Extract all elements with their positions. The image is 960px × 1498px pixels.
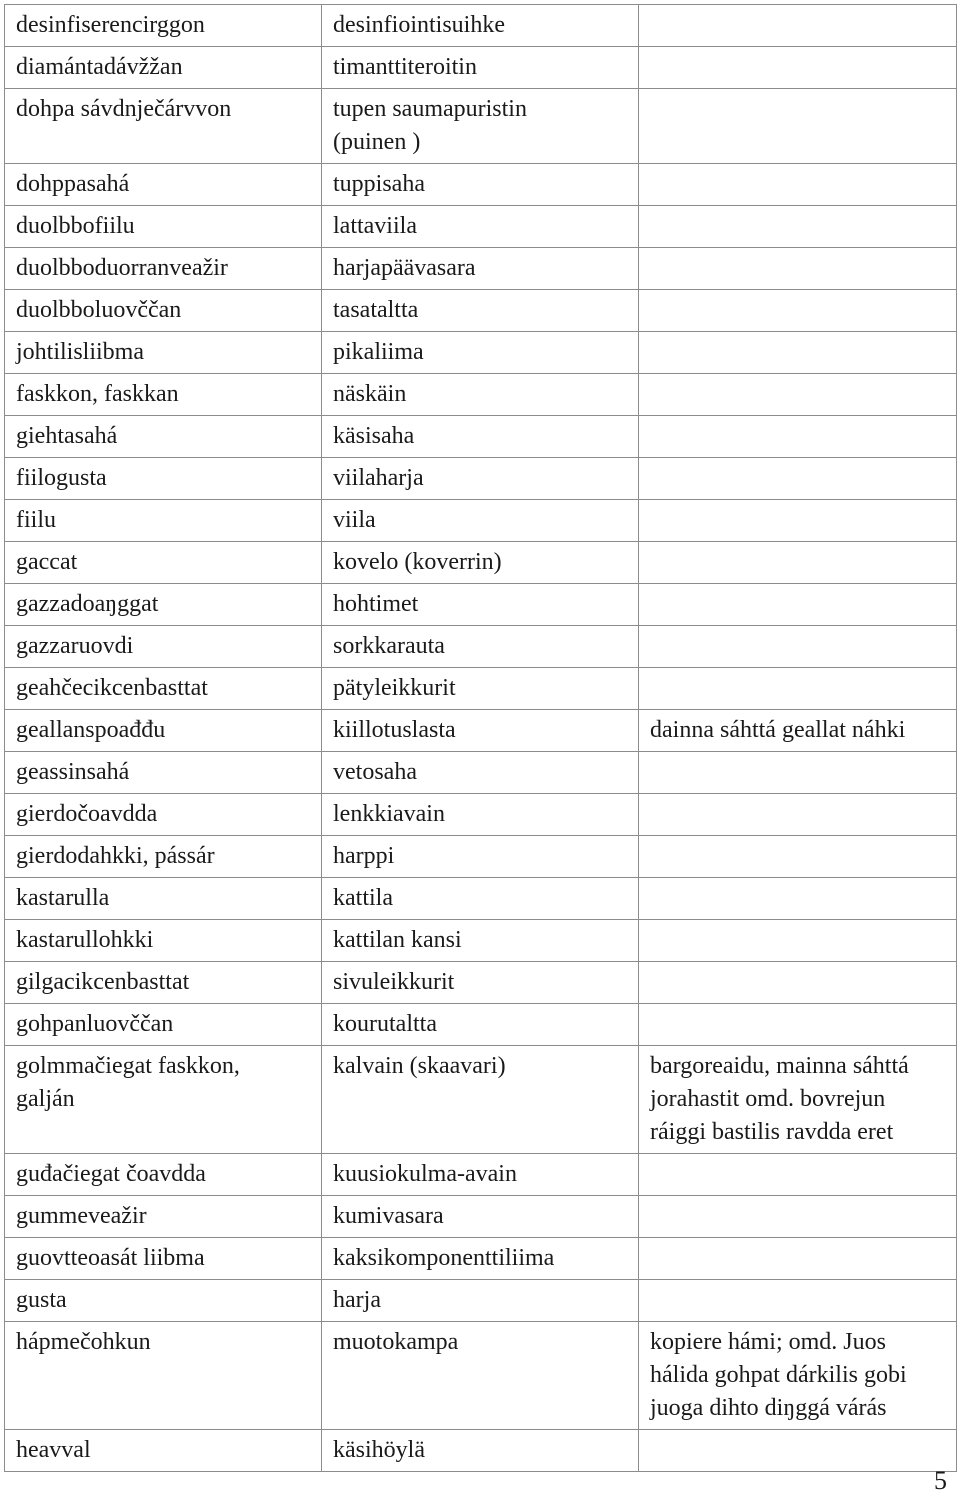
finnish-term-cell: [322, 5, 639, 47]
sami-term-cell: [5, 1154, 322, 1196]
sami-term-text: hápmečohkun: [16, 1329, 151, 1355]
sami-term-cell: [5, 1238, 322, 1280]
finnish-term-cell: [322, 1046, 639, 1154]
table-row: [5, 164, 957, 206]
note-cell: [639, 290, 957, 332]
note-cell: [639, 248, 957, 290]
sami-term-text: gierdočoavdda: [16, 801, 158, 827]
sami-term-text: kastarullohkki: [16, 927, 154, 953]
finnish-term-cell: [322, 920, 639, 962]
note-cell: [639, 89, 957, 164]
finnish-term-cell: [322, 458, 639, 500]
sami-term-text: golmmačiegat faskkon,: [16, 1053, 240, 1079]
table-row: [5, 47, 957, 89]
note-cell: [639, 836, 957, 878]
note-text: dainna sáhttá geallat náhki: [650, 717, 906, 743]
table-row: [5, 206, 957, 248]
note-cell: [639, 962, 957, 1004]
finnish-term-text: harja: [333, 1287, 381, 1313]
note-cell: [639, 332, 957, 374]
finnish-term-text: kattilan kansi: [333, 927, 462, 953]
note-cell: [639, 500, 957, 542]
sami-term-cell: [5, 458, 322, 500]
sami-term-cell: [5, 626, 322, 668]
sami-term-cell: [5, 47, 322, 89]
sami-term-cell: [5, 1046, 322, 1154]
finnish-term-cell: [322, 89, 639, 164]
sami-term-text: gohpanluovččan: [16, 1011, 174, 1037]
finnish-term-text: käsihöylä: [333, 1437, 425, 1463]
finnish-term-text: timanttiteroitin: [333, 54, 477, 80]
finnish-term-text: hohtimet: [333, 591, 419, 617]
table-row: [5, 1196, 957, 1238]
finnish-term-cell: [322, 206, 639, 248]
finnish-term-cell: [322, 248, 639, 290]
note-text: juoga dihto diŋggá várás: [650, 1395, 887, 1421]
sami-term-text: galján: [16, 1086, 75, 1112]
table-row: [5, 710, 957, 752]
sami-term-text: duolbboduorranveažir: [16, 255, 228, 281]
glossary-table: [4, 4, 957, 1472]
table-row: [5, 458, 957, 500]
sami-term-text: diamántadávžžan: [16, 54, 183, 80]
table-row: [5, 374, 957, 416]
sami-term-text: guovtteoasát liibma: [16, 1245, 205, 1271]
finnish-term-text: muotokampa: [333, 1329, 459, 1355]
finnish-term-text: desinfiointisuihke: [333, 12, 505, 38]
finnish-term-cell: [322, 752, 639, 794]
finnish-term-cell: [322, 500, 639, 542]
sami-term-cell: [5, 500, 322, 542]
note-cell: [639, 668, 957, 710]
finnish-term-cell: [322, 626, 639, 668]
note-text: jorahastit omd. bovrejun: [650, 1086, 886, 1112]
note-cell: [639, 5, 957, 47]
finnish-term-text: harppi: [333, 843, 395, 869]
note-text: kopiere hámi; omd. Juos: [650, 1329, 886, 1355]
finnish-term-cell: [322, 794, 639, 836]
table-row: [5, 542, 957, 584]
finnish-term-text: kaksikomponenttiliima: [333, 1245, 555, 1271]
table-row: [5, 1046, 957, 1154]
sami-term-text: gummeveažir: [16, 1203, 147, 1229]
sami-term-text: giehtasahá: [16, 423, 118, 449]
table-row: [5, 626, 957, 668]
table-row: [5, 794, 957, 836]
table-row: [5, 332, 957, 374]
finnish-term-text: tupen saumapuristin: [333, 96, 527, 122]
note-cell: [639, 752, 957, 794]
finnish-term-text: viila: [333, 507, 376, 533]
finnish-term-cell: [322, 1196, 639, 1238]
sami-term-cell: [5, 1196, 322, 1238]
finnish-term-text: kattila: [333, 885, 393, 911]
table-row: [5, 500, 957, 542]
note-cell: [639, 542, 957, 584]
table-row: [5, 5, 957, 47]
sami-term-cell: [5, 710, 322, 752]
sami-term-cell: [5, 5, 322, 47]
sami-term-cell: [5, 1004, 322, 1046]
finnish-term-text: lattaviila: [333, 213, 417, 239]
finnish-term-text: sivuleikkurit: [333, 969, 455, 995]
sami-term-text: gaccat: [16, 549, 78, 575]
finnish-term-text: kuusiokulma-avain: [333, 1161, 517, 1187]
note-cell: [639, 1154, 957, 1196]
sami-term-text: gusta: [16, 1287, 67, 1313]
sami-term-text: guđačiegat čoavdda: [16, 1161, 206, 1187]
sami-term-cell: [5, 164, 322, 206]
sami-term-text: dohppasahá: [16, 171, 130, 197]
finnish-term-cell: [322, 878, 639, 920]
sami-term-cell: [5, 416, 322, 458]
finnish-term-cell: [322, 962, 639, 1004]
table-row: [5, 1322, 957, 1430]
finnish-term-cell: [322, 542, 639, 584]
finnish-term-cell: [322, 1154, 639, 1196]
note-cell: [639, 1046, 957, 1154]
sami-term-cell: [5, 1430, 322, 1472]
sami-term-cell: [5, 206, 322, 248]
finnish-term-cell: [322, 836, 639, 878]
note-cell: [639, 374, 957, 416]
sami-term-cell: [5, 836, 322, 878]
finnish-term-cell: [322, 290, 639, 332]
sami-term-cell: [5, 668, 322, 710]
note-cell: [639, 1004, 957, 1046]
note-cell: [639, 416, 957, 458]
sami-term-text: heavval: [16, 1437, 91, 1463]
note-text: hálida gohpat dárkilis gobi: [650, 1362, 907, 1388]
finnish-term-cell: [322, 332, 639, 374]
finnish-term-text: pätyleikkurit: [333, 675, 456, 701]
table-row: [5, 416, 957, 458]
table-row: [5, 290, 957, 332]
sami-term-cell: [5, 248, 322, 290]
table-row: [5, 836, 957, 878]
finnish-term-cell: [322, 164, 639, 206]
sami-term-cell: [5, 1280, 322, 1322]
sami-term-text: duolbboluovččan: [16, 297, 182, 323]
table-row: [5, 920, 957, 962]
sami-term-cell: [5, 374, 322, 416]
note-cell: [639, 878, 957, 920]
finnish-term-cell: [322, 1430, 639, 1472]
note-cell: [639, 584, 957, 626]
table-row: [5, 962, 957, 1004]
finnish-term-text: kourutaltta: [333, 1011, 437, 1037]
finnish-term-text: kumivasara: [333, 1203, 444, 1229]
sami-term-text: fiilogusta: [16, 465, 107, 491]
note-cell: [639, 47, 957, 89]
glossary-table-body: [5, 5, 957, 1472]
finnish-term-cell: [322, 374, 639, 416]
table-row: [5, 1430, 957, 1472]
sami-term-cell: [5, 290, 322, 332]
table-row: [5, 1280, 957, 1322]
note-text: bargoreaidu, mainna sáhttá: [650, 1053, 909, 1079]
finnish-term-text: vetosaha: [333, 759, 417, 785]
note-cell: [639, 920, 957, 962]
note-cell: [639, 626, 957, 668]
sami-term-text: geassinsahá: [16, 759, 130, 785]
finnish-term-cell: [322, 1322, 639, 1430]
table-row: [5, 1238, 957, 1280]
table-row: [5, 584, 957, 626]
sami-term-text: gazzaruovdi: [16, 633, 134, 659]
sami-term-text: dohpa sávdnječárvvon: [16, 96, 232, 122]
finnish-term-cell: [322, 710, 639, 752]
finnish-term-text: viilaharja: [333, 465, 424, 491]
note-cell: [639, 164, 957, 206]
sami-term-cell: [5, 584, 322, 626]
finnish-term-text: tuppisaha: [333, 171, 425, 197]
finnish-term-text: kovelo (koverrin): [333, 549, 502, 575]
sami-term-cell: [5, 962, 322, 1004]
finnish-term-text: kiillotuslasta: [333, 717, 456, 743]
note-cell: [639, 1196, 957, 1238]
table-row: [5, 248, 957, 290]
sami-term-text: duolbbofiilu: [16, 213, 135, 239]
sami-term-cell: [5, 542, 322, 584]
finnish-term-text: näskäin: [333, 381, 407, 407]
table-row: [5, 668, 957, 710]
finnish-term-cell: [322, 1004, 639, 1046]
finnish-term-cell: [322, 47, 639, 89]
sami-term-cell: [5, 1322, 322, 1430]
page-number: 5: [934, 1466, 947, 1495]
note-cell: [639, 1322, 957, 1430]
finnish-term-cell: [322, 668, 639, 710]
note-cell: [639, 710, 957, 752]
sami-term-cell: [5, 878, 322, 920]
finnish-term-text: sorkkarauta: [333, 633, 445, 659]
table-row: [5, 752, 957, 794]
finnish-term-text: (puinen ): [333, 129, 421, 155]
table-row: [5, 1004, 957, 1046]
sami-term-cell: [5, 89, 322, 164]
sami-term-cell: [5, 752, 322, 794]
sami-term-cell: [5, 332, 322, 374]
sami-term-text: geallanspoađđu: [16, 717, 166, 743]
note-cell: [639, 458, 957, 500]
finnish-term-text: tasataltta: [333, 297, 419, 323]
table-row: [5, 1154, 957, 1196]
sami-term-text: faskkon, faskkan: [16, 381, 179, 407]
finnish-term-cell: [322, 416, 639, 458]
sami-term-text: gazzadoaŋggat: [16, 591, 159, 617]
finnish-term-cell: [322, 1238, 639, 1280]
sami-term-cell: [5, 794, 322, 836]
sami-term-cell: [5, 920, 322, 962]
finnish-term-text: lenkkiavain: [333, 801, 445, 827]
finnish-term-cell: [322, 584, 639, 626]
sami-term-text: kastarulla: [16, 885, 110, 911]
finnish-term-text: harjapäävasara: [333, 255, 476, 281]
finnish-term-text: kalvain (skaavari): [333, 1053, 506, 1079]
finnish-term-text: käsisaha: [333, 423, 415, 449]
sami-term-text: geahčecikcenbasttat: [16, 675, 208, 701]
note-cell: [639, 1238, 957, 1280]
sami-term-text: fiilu: [16, 507, 56, 533]
sami-term-text: gilgacikcenbasttat: [16, 969, 190, 995]
note-cell: [639, 1280, 957, 1322]
table-row: [5, 89, 957, 164]
note-cell: [639, 794, 957, 836]
sami-term-text: desinfiserencirggon: [16, 12, 205, 38]
note-cell: [639, 1430, 957, 1472]
finnish-term-text: pikaliima: [333, 339, 424, 365]
finnish-term-cell: [322, 1280, 639, 1322]
sami-term-text: johtilisliibma: [16, 339, 145, 365]
note-cell: [639, 206, 957, 248]
note-text: ráiggi bastilis ravdda eret: [650, 1119, 894, 1145]
table-row: [5, 878, 957, 920]
sami-term-text: gierdodahkki, pássár: [16, 843, 215, 869]
